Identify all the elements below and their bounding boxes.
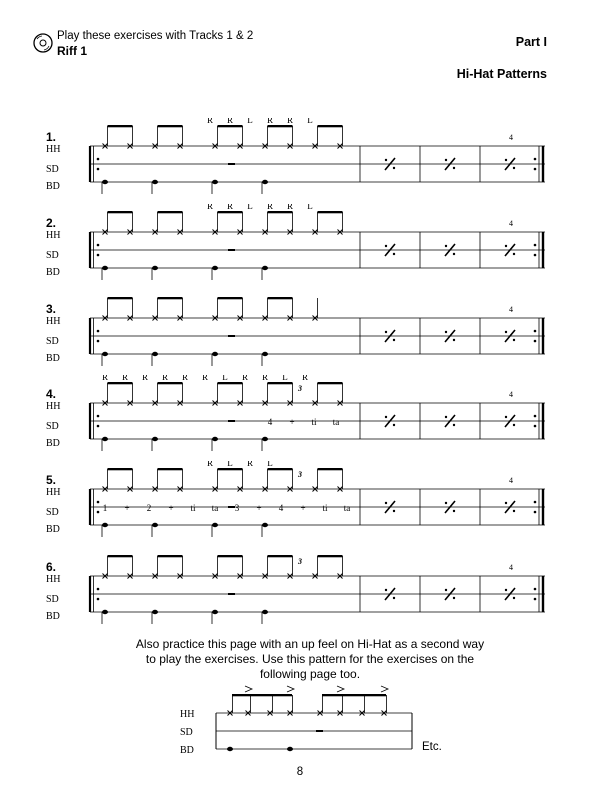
hihat-note	[103, 556, 108, 579]
count-label: ta	[211, 503, 219, 513]
rest	[228, 163, 235, 165]
hihat-note	[153, 126, 158, 149]
count-label: +	[300, 503, 306, 513]
beam	[158, 125, 183, 127]
exercise-staff	[0, 118, 600, 198]
exercise-staff	[0, 375, 600, 455]
hihat-note	[228, 695, 233, 716]
sticking-letter: L	[247, 204, 253, 211]
bass-drum-note	[212, 523, 218, 537]
bass-drum-note	[262, 180, 268, 194]
beam	[218, 297, 243, 299]
beam	[108, 468, 133, 470]
hihat-note	[238, 383, 243, 406]
rest	[228, 420, 235, 422]
voice-label-hh: HH	[46, 316, 61, 327]
count-label: ta	[332, 417, 340, 427]
exercise-number: 3.	[46, 302, 57, 316]
etc-label: Etc.	[422, 741, 442, 753]
sticking-letter: R	[161, 375, 169, 382]
bass-drum-note	[102, 610, 108, 624]
hihat-note	[213, 126, 218, 149]
bass-drum-note	[152, 437, 158, 451]
hihat-note	[338, 383, 343, 406]
bass-drum-note	[212, 437, 218, 451]
count-label: ti	[190, 503, 196, 513]
sticking-letter: L	[267, 461, 273, 468]
hihat-note	[213, 383, 218, 406]
bass-drum-note	[212, 180, 218, 194]
beam	[218, 211, 243, 213]
hihat-note	[313, 383, 318, 406]
bass-drum-note	[262, 266, 268, 280]
bass-drum-note	[152, 266, 158, 280]
footer-sd-label: SD	[180, 727, 193, 738]
hihat-note	[382, 695, 387, 716]
hihat-note	[313, 298, 318, 321]
voice-label-sd: SD	[46, 336, 59, 347]
hihat-note	[128, 212, 133, 235]
instructions: Also practice this page with an up feel on Hi-Hat as a second way to play the exercises. Use this pattern for the exercises on the following page too.	[135, 637, 485, 681]
rest	[228, 335, 235, 337]
bass-drum-note	[262, 523, 268, 537]
hihat-note	[178, 469, 183, 492]
bass-drum-note	[212, 352, 218, 366]
sticking-letter: R	[261, 375, 269, 382]
hihat-note	[263, 556, 268, 579]
beam	[108, 125, 133, 127]
voice-label-sd: SD	[46, 507, 59, 518]
bass-drum-note	[262, 437, 268, 451]
hihat-note	[128, 298, 133, 321]
triplet-marker: 3	[298, 384, 302, 393]
hihat-note	[213, 298, 218, 321]
repeat-count: 4	[509, 563, 513, 572]
bass-drum-note	[227, 747, 233, 751]
hihat-note	[238, 212, 243, 235]
hihat-note	[338, 212, 343, 235]
exercise-number: 6.	[46, 560, 57, 574]
hihat-note	[153, 556, 158, 579]
hihat-note	[263, 469, 268, 492]
beam	[158, 468, 183, 470]
hihat-note	[128, 556, 133, 579]
rest	[228, 249, 235, 251]
beam	[108, 297, 133, 299]
voice-label-hh: HH	[46, 144, 61, 155]
hihat-note	[318, 695, 323, 716]
beam	[158, 297, 183, 299]
hihat-note	[103, 212, 108, 235]
exercise-number: 1.	[46, 130, 57, 144]
hihat-note	[178, 126, 183, 149]
voice-label-sd: SD	[46, 421, 59, 432]
voice-label-hh: HH	[46, 401, 61, 412]
hihat-note	[313, 212, 318, 235]
sticking-letter: R	[201, 375, 209, 382]
hihat-note	[153, 383, 158, 406]
accent-mark	[381, 686, 388, 692]
sticking-letter: R	[286, 118, 294, 125]
beam	[268, 468, 293, 470]
exercise-number: 5.	[46, 473, 57, 487]
hihat-note	[288, 212, 293, 235]
sticking-letter: R	[226, 118, 234, 125]
hihat-note	[178, 298, 183, 321]
hihat-note	[178, 212, 183, 235]
count-label: 3	[234, 503, 240, 513]
repeat-count: 4	[509, 219, 513, 228]
hihat-note	[103, 383, 108, 406]
hihat-note	[246, 695, 251, 716]
count-label: +	[124, 503, 130, 513]
beam	[268, 297, 293, 299]
beam	[318, 125, 343, 127]
sticking-letter: R	[286, 204, 294, 211]
beam	[268, 555, 293, 557]
sticking-letter: R	[121, 375, 129, 382]
cd-icon	[33, 33, 53, 53]
hihat-note	[153, 298, 158, 321]
voice-label-hh: HH	[46, 230, 61, 241]
bass-drum-note	[102, 437, 108, 451]
voice-label-sd: SD	[46, 250, 59, 261]
sticking-letter: R	[206, 204, 214, 211]
exercise-number: 4.	[46, 387, 57, 401]
bass-drum-note	[102, 352, 108, 366]
hihat-note	[313, 469, 318, 492]
accent-mark	[245, 686, 252, 692]
hihat-note	[178, 556, 183, 579]
sticking-letter: L	[307, 204, 313, 211]
beam	[318, 211, 343, 213]
exercise-staff	[0, 204, 600, 284]
count-label: ti	[322, 503, 328, 513]
hihat-note	[103, 298, 108, 321]
sticking-letter: R	[266, 204, 274, 211]
count-label: +	[289, 417, 295, 427]
hihat-note	[263, 212, 268, 235]
hihat-note	[213, 469, 218, 492]
accent-mark	[287, 686, 294, 692]
rest	[316, 730, 323, 732]
bass-drum-note	[152, 352, 158, 366]
sticking-letter: L	[222, 375, 228, 382]
sticking-letter: L	[247, 118, 253, 125]
hihat-note	[128, 469, 133, 492]
rest	[228, 593, 235, 595]
bass-drum-note	[152, 610, 158, 624]
hihat-note	[263, 126, 268, 149]
hihat-note	[263, 383, 268, 406]
triplet-marker: 3	[298, 557, 302, 566]
beam	[108, 382, 133, 384]
hihat-note	[213, 212, 218, 235]
hihat-note	[360, 695, 365, 716]
beam	[108, 211, 133, 213]
hihat-note	[238, 298, 243, 321]
hihat-note	[288, 469, 293, 492]
beam	[218, 468, 243, 470]
voice-label-bd: BD	[46, 438, 60, 449]
hihat-note	[288, 383, 293, 406]
voice-label-bd: BD	[46, 353, 60, 364]
hihat-note	[103, 126, 108, 149]
beam	[108, 555, 133, 557]
beam	[158, 211, 183, 213]
hihat-note	[338, 695, 343, 716]
hihat-note	[288, 695, 293, 716]
bass-drum-note	[152, 523, 158, 537]
beam	[158, 382, 183, 384]
exercise-staff	[0, 461, 600, 541]
hihat-note	[313, 556, 318, 579]
beam	[318, 468, 343, 470]
hihat-note	[238, 126, 243, 149]
count-label: 2	[146, 503, 152, 513]
bass-drum-note	[152, 180, 158, 194]
count-label: 4	[278, 503, 284, 513]
bass-drum-note	[212, 266, 218, 280]
bass-drum-note	[102, 266, 108, 280]
repeat-count: 4	[509, 476, 513, 485]
track-note: Play these exercises with Tracks 1 & 2	[57, 30, 254, 42]
voice-label-sd: SD	[46, 594, 59, 605]
hihat-note	[288, 298, 293, 321]
voice-label-bd: BD	[46, 611, 60, 622]
voice-label-hh: HH	[46, 574, 61, 585]
footer-example-staff	[0, 680, 600, 770]
hihat-note	[238, 469, 243, 492]
beam	[268, 125, 293, 127]
sticking-letter: R	[206, 118, 214, 125]
sticking-letter: R	[141, 375, 149, 382]
exercise-staff	[0, 548, 600, 628]
hihat-note	[178, 383, 183, 406]
hihat-note	[338, 469, 343, 492]
beam	[268, 211, 293, 213]
beam	[218, 555, 243, 557]
beam	[318, 555, 343, 557]
part-label: Part I	[515, 35, 547, 49]
exercise-number: 2.	[46, 216, 57, 230]
bass-drum-note	[102, 523, 108, 537]
beam	[218, 382, 243, 384]
repeat-count: 4	[509, 390, 513, 399]
count-label: ti	[311, 417, 317, 427]
sticking-letter: R	[246, 461, 254, 468]
voice-label-bd: BD	[46, 181, 60, 192]
sticking-letter: R	[226, 204, 234, 211]
hihat-note	[288, 556, 293, 579]
hihat-note	[238, 556, 243, 579]
hihat-note	[313, 126, 318, 149]
hihat-note	[263, 298, 268, 321]
hihat-note	[128, 126, 133, 149]
repeat-count: 4	[509, 133, 513, 142]
sticking-letter: R	[301, 375, 309, 382]
bass-drum-note	[262, 352, 268, 366]
count-label: 4	[267, 417, 273, 427]
count-label: ta	[343, 503, 351, 513]
hihat-note	[338, 556, 343, 579]
section-title: Hi-Hat Patterns	[456, 67, 547, 81]
hihat-note	[128, 383, 133, 406]
triplet-marker: 3	[298, 470, 302, 479]
hihat-note	[288, 126, 293, 149]
hihat-note	[153, 469, 158, 492]
sticking-letter: R	[241, 375, 249, 382]
riff-label: Riff 1	[57, 44, 87, 58]
sticking-letter: R	[266, 118, 274, 125]
voice-label-bd: BD	[46, 267, 60, 278]
page-number: 8	[296, 766, 304, 778]
voice-label-bd: BD	[46, 524, 60, 535]
accent-mark	[337, 686, 344, 692]
beam	[268, 382, 293, 384]
voice-label-hh: HH	[46, 487, 61, 498]
beam	[318, 382, 343, 384]
bass-drum-note	[262, 610, 268, 624]
beam	[218, 125, 243, 127]
count-label: +	[168, 503, 174, 513]
footer-hh-label: HH	[180, 709, 195, 720]
bass-drum-note	[287, 747, 293, 751]
hihat-note	[268, 695, 273, 716]
hihat-note	[338, 126, 343, 149]
sticking-letter: L	[307, 118, 313, 125]
count-label: 1	[102, 503, 108, 513]
hihat-note	[153, 212, 158, 235]
repeat-count: 4	[509, 305, 513, 314]
sticking-letter: L	[282, 375, 288, 382]
count-label: +	[256, 503, 262, 513]
sticking-letter: L	[227, 461, 233, 468]
footer-bd-label: BD	[180, 745, 194, 756]
bass-drum-note	[212, 610, 218, 624]
bass-drum-note	[102, 180, 108, 194]
voice-label-sd: SD	[46, 164, 59, 175]
beam	[158, 555, 183, 557]
exercise-staff	[0, 290, 600, 370]
sticking-letter: R	[181, 375, 189, 382]
sticking-letter: R	[206, 461, 214, 468]
sticking-letter: R	[101, 375, 109, 382]
hihat-note	[103, 469, 108, 492]
hihat-note	[213, 556, 218, 579]
